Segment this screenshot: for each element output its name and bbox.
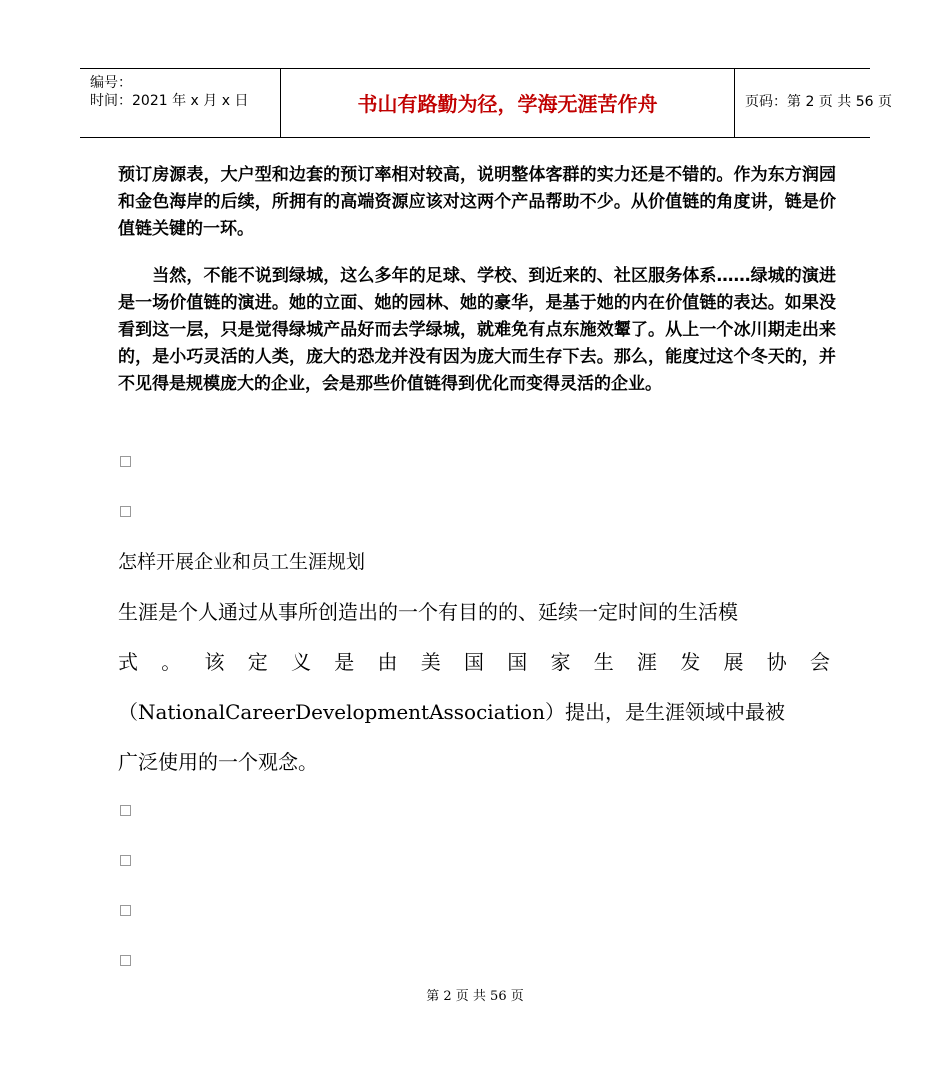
placeholder-square-icon	[120, 506, 131, 517]
page-footer: 第 2 页 共 56 页	[426, 989, 524, 1004]
spread-char: 涯	[637, 650, 657, 674]
section-line-3: （NationalCareerDevelopmentAssociation）提出，是生涯领域中最被	[118, 700, 785, 724]
page-info: 页码：第 2 页 共 56 页	[745, 94, 892, 110]
spread-char: 发	[680, 650, 701, 674]
spread-char: 家	[550, 650, 571, 674]
spread-char: 该	[204, 650, 225, 674]
placeholder-square-icon	[120, 955, 131, 966]
spread-char: 义	[291, 650, 311, 674]
document-header	[80, 68, 892, 138]
placeholder-square-icon	[120, 456, 131, 467]
spread-char: 国	[507, 650, 528, 674]
header-motto-cell	[280, 69, 735, 137]
section-title: 怎样开展企业和员工生涯规划	[118, 551, 366, 573]
paragraph-2: 当然，不能不说到绿城，这么多年的足球、学校、到近来的、社区服务体系……绿城的演进是一场价值链的演进。她的立面、她的园林、她的豪华，是基于她的内在价值链的表达。如果没看到这一层，只是觉得绿城产品好而去学绿城，就难免有点东施效颦了。从上一个冰川期走出来的，是小巧灵活的人类，庞大的恐龙并没有因为庞大而生存下去。那么，能度过这个冬天的，并不见得是规模庞大的企业，会是那些价值链得到优化而变得灵活的企业。	[118, 266, 836, 394]
placeholder-square-icon	[120, 855, 131, 866]
motto: 书山有路勤为径，学海无涯苦作舟	[357, 92, 658, 116]
spread-char: 美	[420, 650, 441, 674]
spread-char: 定	[247, 650, 268, 674]
section-line-4: 广泛使用的一个观念。	[118, 750, 318, 774]
code-label: 编号：	[90, 75, 132, 91]
spread-char: 生	[593, 650, 614, 674]
spread-char: 是	[334, 650, 355, 674]
placeholder-square-icon	[120, 805, 131, 816]
section-line-1: 生涯是个人通过从事所创造出的一个有目的的、延续一定时间的生活模	[118, 600, 738, 624]
spread-char: 展	[723, 650, 744, 674]
section-line-2	[118, 647, 830, 677]
spread-char: 国	[464, 650, 484, 674]
header-right-cell	[735, 69, 892, 137]
spread-char: 会	[810, 650, 830, 674]
time-label: 时间：2021 年 x 月 x 日	[90, 93, 249, 109]
spread-char: 协	[766, 650, 787, 674]
spread-char: 。	[161, 650, 182, 674]
placeholder-square-icon	[120, 905, 131, 916]
paragraph-1: 预订房源表，大户型和边套的预订率相对较高，说明整体客群的实力还是不错的。作为东方润园和金色海岸的后续，所拥有的高端资源应该对这两个产品帮助不少。从价值链的角度讲，链是价值链关键的一环。	[118, 165, 836, 239]
header-left-cell	[80, 69, 280, 137]
spread-char: 由	[377, 650, 398, 674]
spread-char: 式	[118, 650, 138, 674]
